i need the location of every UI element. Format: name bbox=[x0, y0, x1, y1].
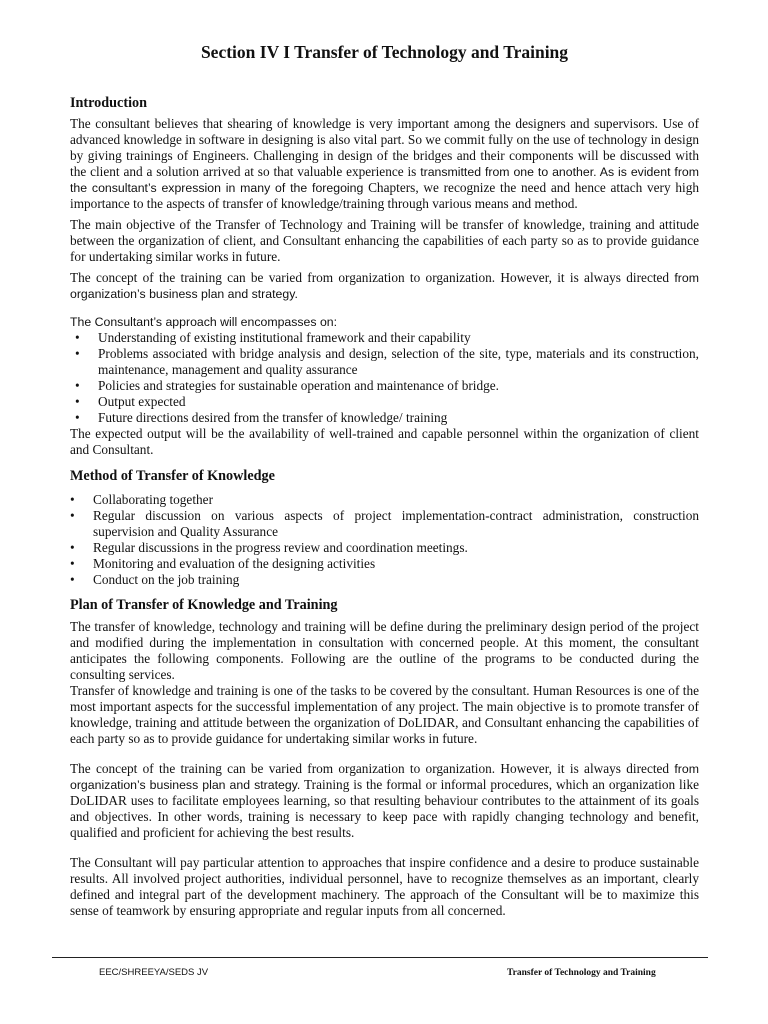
list-item: • Monitoring and evaluation of the designing activities bbox=[70, 556, 699, 572]
footer-right-text: Transfer of Technology and Training bbox=[507, 968, 656, 978]
plan-p3-line-2-sans: from organization’s business plan and strategy. bbox=[70, 762, 699, 792]
list-item: • Output expected bbox=[70, 394, 699, 410]
list-item: • Conduct on the job training bbox=[70, 572, 699, 588]
plan-paragraph-3 bbox=[70, 761, 699, 841]
footer-left-text: EEC/SHREEYA/SEDS JV bbox=[99, 967, 209, 978]
intro-paragraph-1 bbox=[70, 116, 699, 212]
list-item: • Understanding of existing institutional framework and their capability bbox=[70, 330, 699, 346]
method-list bbox=[70, 492, 699, 588]
plan-paragraph-1: The transfer of knowledge, technology and training will be define during the preliminary design period of the project and modified during the implementation in consultation with concerned people. At this moment, the consultant anticipates the following components. Following are the outline of the programs to be conducted during the consulting services. bbox=[70, 619, 699, 682]
page-title: Section IV I Transfer of Technology and Training bbox=[200, 42, 569, 62]
list-item: • Collaborating together bbox=[70, 492, 699, 508]
intro-paragraph-3 bbox=[70, 270, 699, 302]
plan-p3-rest: organization like DoLIDAR uses to facilitate employees learning, so that resulting behaviour contributes to the attainment of its goals and objectives. In other words, training is necessary to keep pace with rapidly changing technology and benefit, qualified and proficient for achieving the best results. bbox=[70, 777, 700, 840]
intro-p3-part-b: from organization’s business plan and strategy. bbox=[70, 271, 699, 301]
list-item: • Regular discussion on various aspects of project implementation-contract administration, construction supervision and Quality Assurance bbox=[70, 508, 699, 540]
plan-heading: Plan of Transfer of Knowledge and Training bbox=[70, 597, 338, 613]
plan-paragraph-2: Transfer of knowledge and training is one of the tasks to be covered by the consultant. Human Resources is one of the most important aspects for the successful implementation of any project. The main objective is to promote transfer of knowledge, training and attitude between the organization of DoLIDAR, and Consultant enhancing the capabilities of each party so as to provide guidance for undertaking similar works in future. bbox=[70, 683, 699, 746]
method-heading: Method of Transfer of Knowledge bbox=[70, 468, 275, 484]
intro-paragraph-2: The main objective of the Transfer of Technology and Training will be transfer of knowledge, training and attitude between the organization of client, and Consultant enhancing the capabilities of each party so as to provide guidance for undertaking similar works in future. bbox=[70, 217, 699, 264]
list-item: • Problems associated with bridge analysis and design, selection of the site, type, materials and its construction, maintenance, management and quality assurance bbox=[70, 346, 699, 378]
introduction-heading: Introduction bbox=[70, 95, 147, 111]
list-item: • Policies and strategies for sustainable operation and maintenance of bridge. bbox=[70, 378, 699, 394]
plan-p3-line-2-rest: Training is the formal or informal procedures, which an bbox=[300, 777, 605, 792]
intro-paragraph-4: The expected output will be the availability of well-trained and capable personnel within the organization of client and Consultant. bbox=[70, 426, 699, 457]
footer-divider bbox=[52, 957, 708, 958]
plan-paragraph-4: The Consultant will pay particular attention to approaches that inspire confidence and a desire to produce sustainable results. All involved project authorities, individual personnel, have to recognize themselves as an important, clearly defined and integral part of the development machinery. The approach of the Consultant will be to maximize this sense of teamwork by ensuring appropriate and regular inputs from all concerned. bbox=[70, 855, 699, 918]
intro-p1-part-b: transmitted from one to another. As is evident from the consultant’s expression in many of the foregoing bbox=[70, 165, 700, 195]
list-item: • Regular discussions in the progress review and coordination meetings. bbox=[70, 540, 699, 556]
intro-p3-part-a: The concept of the training can be varied from organization to organization. However, it is always directed bbox=[70, 270, 670, 285]
intro-p1-part-a: The consultant believes that shearing of knowledge is very important among the designers and supervisors. Use of advanced knowledge in software in designing is also vital part. So we commit fully on the use of technology in design by giving trainings of Engineers. Challenging in design of the bridges and their components will be discussed with the client and a solution arrived at so that valuable experience is bbox=[70, 116, 699, 179]
list-item: • Future directions desired from the transfer of knowledge/ training bbox=[70, 410, 699, 426]
document-page bbox=[70, 40, 699, 919]
plan-p3-line-1: The concept of the training can be varied from organization to organization. However, it is always directed bbox=[70, 761, 670, 776]
approach-intro: The Consultant’s approach will encompasses on: bbox=[70, 315, 338, 329]
approach-list bbox=[70, 330, 699, 426]
intro-p1-part-c: Chapters, we recognize the need and hence attach very high importance to the aspects of transfer of knowledge/training through various means and method. bbox=[70, 180, 699, 211]
